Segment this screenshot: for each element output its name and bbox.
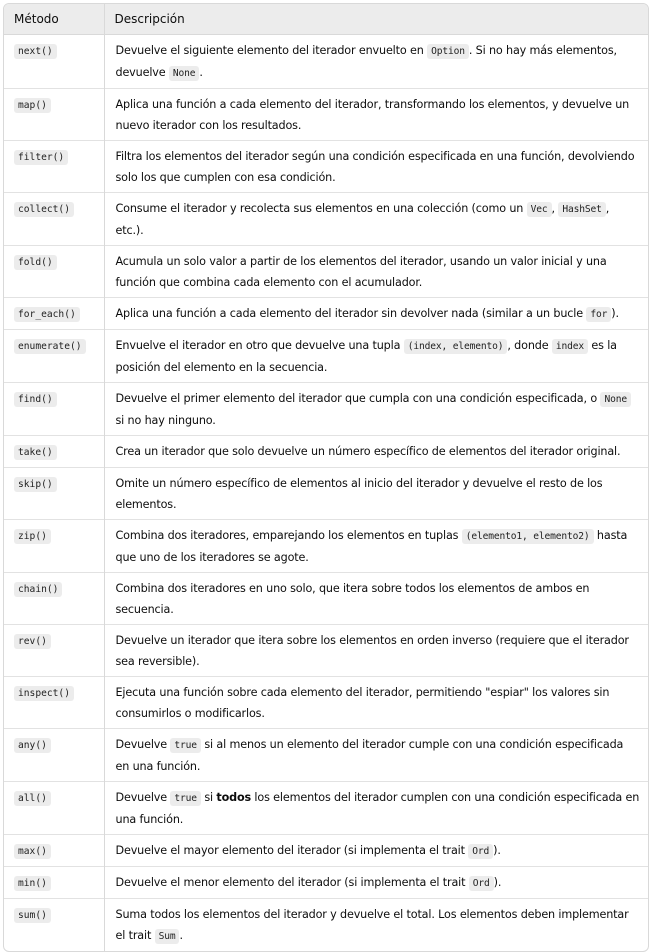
description-text: Combina dos iteradores en uno solo, que itera sobre todos los elementos de ambos en secuencia.	[115, 582, 590, 616]
description-text: Aplica una función a cada elemento del iterador sin devolver nada (similar a un bucle	[115, 307, 587, 320]
description-text: ).	[493, 844, 501, 857]
method-name: collect()	[14, 202, 74, 217]
inline-code: Ord	[469, 876, 494, 891]
method-cell	[4, 835, 104, 867]
description-text: los elementos del iterador cumplen con una condición especificada en una función.	[115, 791, 640, 826]
table-row	[4, 193, 648, 246]
method-cell	[4, 246, 104, 298]
method-cell	[4, 89, 104, 141]
description-text: si no hay ninguno.	[115, 414, 216, 427]
table-row	[4, 246, 648, 298]
description-cell	[104, 835, 648, 867]
description-text: Suma todos los elementos del iterador y devuelve el total. Los elementos deben implementar el trait	[115, 908, 629, 942]
description-cell	[104, 520, 648, 573]
method-name: sum()	[14, 908, 51, 923]
method-cell	[4, 729, 104, 782]
method-cell	[4, 141, 104, 193]
inline-code: for	[586, 307, 611, 322]
method-cell	[4, 330, 104, 383]
method-cell	[4, 899, 104, 952]
table-row	[4, 677, 648, 729]
description-text: Filtra los elementos del iterador según una condición especificada en una función, devolviendo solo los que cumplen con esa condición.	[115, 150, 635, 184]
inline-code: None	[600, 392, 631, 407]
methods-table-container	[3, 3, 649, 952]
method-cell	[4, 782, 104, 835]
method-cell	[4, 193, 104, 246]
method-cell	[4, 677, 104, 729]
table-row	[4, 298, 648, 330]
description-text: Devuelve el menor elemento del iterador (si implementa el trait	[115, 876, 469, 889]
table-row	[4, 141, 648, 193]
table-row	[4, 867, 648, 899]
table-header-row	[4, 4, 648, 35]
table-body	[4, 35, 648, 952]
description-text: , etc.).	[115, 202, 610, 237]
table-row	[4, 625, 648, 677]
description-text: . Si no hay más elementos, devuelve	[115, 44, 617, 79]
method-cell	[4, 436, 104, 468]
inline-code: (elemento1, elemento2)	[462, 529, 594, 544]
table-row	[4, 89, 648, 141]
method-name: map()	[14, 98, 51, 113]
description-cell	[104, 729, 648, 782]
table-row	[4, 835, 648, 867]
description-text: si al menos un elemento del iterador cumple con una condición especificada en una función.	[115, 738, 624, 773]
description-text: Devuelve	[115, 791, 171, 804]
description-cell	[104, 468, 648, 520]
method-name: chain()	[14, 582, 62, 597]
description-text: Acumula un solo valor a partir de los elementos del iterador, usando un valor inicial y una función que combina cada elemento con el acumulador.	[115, 255, 607, 289]
description-text: .	[199, 66, 203, 79]
description-cell	[104, 330, 648, 383]
method-cell	[4, 298, 104, 330]
description-cell	[104, 298, 648, 330]
description-text: Ejecuta una función sobre cada elemento del iterador, permitiendo "espiar" los valores sin consumirlos o modificarlos.	[115, 686, 610, 720]
methods-table	[4, 4, 648, 951]
inline-code: Ord	[468, 844, 493, 859]
table-row	[4, 729, 648, 782]
description-cell	[104, 436, 648, 468]
description-text: Envuelve el iterador en otro que devuelve una tupla	[115, 339, 404, 352]
inline-code: true	[170, 738, 201, 753]
inline-code: None	[169, 66, 200, 81]
description-cell	[104, 573, 648, 625]
description-cell	[104, 383, 648, 436]
method-name: take()	[14, 445, 57, 460]
method-name: fold()	[14, 255, 57, 270]
method-name: zip()	[14, 529, 51, 544]
inline-code: HashSet	[558, 202, 605, 217]
description-cell	[104, 89, 648, 141]
method-cell	[4, 573, 104, 625]
description-text: .	[179, 929, 183, 942]
method-name: any()	[14, 738, 51, 753]
description-text: Combina dos iteradores, emparejando los elementos en tuplas	[115, 529, 462, 542]
description-text: ).	[493, 876, 502, 889]
description-cell	[104, 677, 648, 729]
description-text: , donde	[507, 339, 552, 352]
method-cell	[4, 520, 104, 573]
description-cell	[104, 35, 648, 89]
description-cell	[104, 625, 648, 677]
table-row	[4, 782, 648, 835]
description-text: si	[200, 791, 217, 804]
method-name: rev()	[14, 634, 51, 649]
description-text: Aplica una función a cada elemento del iterador, transformando los elementos, y devuelve un nuevo iterador con los resultados.	[115, 98, 630, 132]
method-name: all()	[14, 791, 51, 806]
header-description: Descripción	[104, 4, 648, 35]
description-text: Devuelve el siguiente elemento del iterador envuelto en	[115, 44, 428, 57]
description-text: Devuelve	[115, 738, 171, 751]
table-row	[4, 436, 648, 468]
table-row	[4, 383, 648, 436]
table-row	[4, 520, 648, 573]
description-cell	[104, 899, 648, 952]
method-cell	[4, 35, 104, 89]
method-name: filter()	[14, 150, 68, 165]
method-cell	[4, 383, 104, 436]
method-name: skip()	[14, 477, 57, 492]
description-text: ).	[611, 307, 619, 320]
description-text: ,	[551, 202, 559, 215]
description-cell	[104, 193, 648, 246]
inline-code: Option	[427, 44, 469, 59]
method-name: for_each()	[14, 307, 80, 322]
description-text: Devuelve un iterador que itera sobre los elementos en orden inverso (requiere que el iterador sea reversible).	[115, 634, 629, 668]
description-text: Devuelve el primer elemento del iterador que cumpla con una condición especificada, o	[115, 392, 601, 405]
description-cell	[104, 782, 648, 835]
table-row	[4, 35, 648, 89]
header-method: Método	[4, 4, 104, 35]
description-text: Devuelve el mayor elemento del iterador (si implementa el trait	[115, 844, 469, 857]
table-row	[4, 330, 648, 383]
description-text: Crea un iterador que solo devuelve un número específico de elementos del iterador original.	[115, 445, 621, 458]
description-text: hasta que uno de los iteradores se agote.	[115, 529, 628, 564]
table-row	[4, 468, 648, 520]
method-cell	[4, 867, 104, 899]
description-text: Omite un número específico de elementos al inicio del iterador y devuelve el resto de los elementos.	[115, 477, 603, 511]
method-cell	[4, 625, 104, 677]
table-row	[4, 573, 648, 625]
bold-text: todos	[216, 791, 252, 804]
description-cell	[104, 141, 648, 193]
description-text: Consume el iterador y recolecta sus elementos en una colección (como un	[115, 202, 527, 215]
method-name: inspect()	[14, 686, 74, 701]
inline-code: Vec	[527, 202, 552, 217]
method-name: min()	[14, 876, 51, 891]
table-row	[4, 899, 648, 952]
inline-code: Sum	[155, 929, 180, 944]
description-cell	[104, 246, 648, 298]
description-cell	[104, 867, 648, 899]
method-name: max()	[14, 844, 51, 859]
method-name: find()	[14, 392, 57, 407]
method-name: next()	[14, 44, 57, 59]
description-text: es la posición del elemento en la secuencia.	[115, 339, 617, 374]
method-name: enumerate()	[14, 339, 86, 354]
method-cell	[4, 468, 104, 520]
inline-code: true	[170, 791, 201, 806]
inline-code: (index, elemento)	[404, 339, 508, 354]
inline-code: index	[552, 339, 588, 354]
